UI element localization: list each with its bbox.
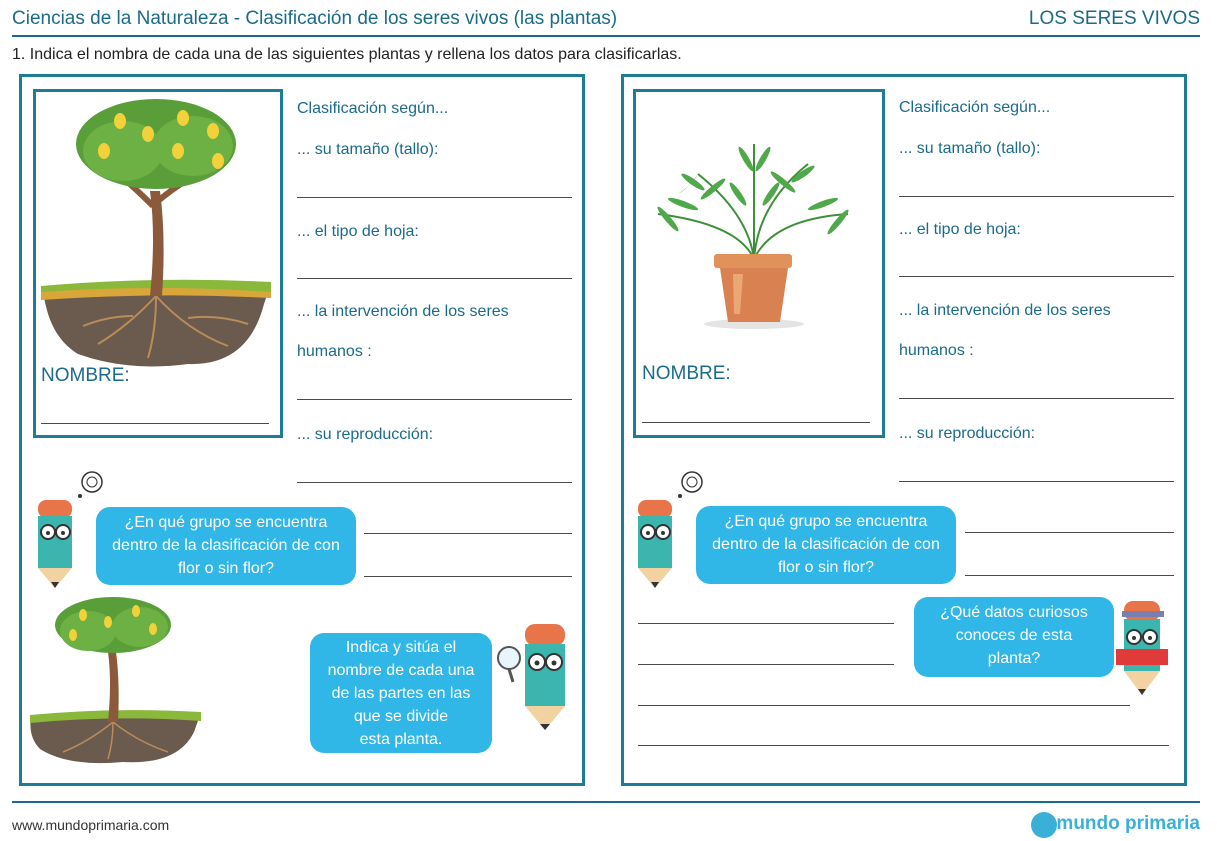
left-reproduction-label: ... su reproducción: — [297, 426, 434, 443]
right-size-label: ... su tamaño (tallo): — [899, 140, 1041, 157]
right-reproduction-label: ... su reproducción: — [899, 425, 1036, 442]
pear-tree-illustration — [38, 96, 274, 371]
right-group-question-bubble: ¿En qué grupo se encuentra dentro de la clasificación de con flor o sin flor? — [696, 506, 956, 584]
left-name-answer-line[interactable] — [41, 423, 269, 424]
right-reproduction-answer-line[interactable] — [899, 481, 1174, 482]
right-group-answer-line-2[interactable] — [965, 575, 1174, 576]
right-curious-answer-line-1[interactable] — [638, 623, 894, 624]
page-title: Ciencias de la Naturaleza - Clasificación de los seres vivos (las plantas) — [12, 8, 618, 29]
right-group-answer-line-1[interactable] — [965, 532, 1174, 533]
left-size-label: ... su tamaño (tallo): — [297, 141, 439, 158]
right-leaf-answer-line[interactable] — [899, 276, 1174, 277]
left-reproduction-answer-line[interactable] — [297, 482, 572, 483]
right-intervention-answer-line[interactable] — [899, 398, 1174, 399]
left-intervention-label: ... la intervención de los seres — [297, 303, 509, 320]
right-curious-answer-line-4[interactable] — [638, 745, 1169, 746]
left-group-question-bubble: ¿En qué grupo se encuentra dentro de la clasificación de con flor o sin flor? — [96, 507, 356, 585]
instruction-text: 1. Indica el nombra de cada una de las siguientes plantas y rellena los datos para clasificarlas. — [12, 46, 682, 63]
left-name-label: NOMBRE: — [41, 365, 130, 386]
right-curious-question-bubble: ¿Qué datos curiosos conoces de esta planta? — [914, 597, 1114, 677]
right-classification-heading: Clasificación según... — [899, 99, 1051, 116]
left-leaf-answer-line[interactable] — [297, 278, 572, 279]
right-intervention-label: ... la intervención de los seres — [899, 302, 1111, 319]
left-size-answer-line[interactable] — [297, 197, 572, 198]
section-title: LOS SERES VIVOS — [1028, 8, 1200, 29]
right-intervention-label-2: humanos : — [899, 342, 974, 359]
footer-divider — [12, 801, 1200, 803]
potted-plant-illustration — [638, 134, 870, 334]
small-tree-illustration — [28, 597, 203, 767]
right-leaf-label: ... el tipo de hoja: — [899, 221, 1021, 238]
pencil-character-reading — [1112, 597, 1174, 699]
right-name-answer-line[interactable] — [642, 422, 870, 423]
left-group-answer-line-1[interactable] — [364, 533, 572, 534]
right-name-label: NOMBRE: — [642, 363, 731, 384]
right-size-answer-line[interactable] — [899, 196, 1174, 197]
left-group-answer-line-2[interactable] — [364, 576, 572, 577]
footer-url[interactable]: www.mundoprimaria.com — [12, 817, 170, 833]
right-curious-answer-line-2[interactable] — [638, 664, 894, 665]
right-curious-answer-line-3[interactable] — [638, 705, 1130, 706]
globe-logo-icon — [1031, 812, 1057, 838]
left-intervention-label-2: humanos : — [297, 343, 372, 360]
left-classification-heading: Clasificación según... — [297, 100, 449, 117]
left-leaf-label: ... el tipo de hoja: — [297, 223, 419, 240]
brand-name[interactable]: mundo primaria — [1056, 813, 1200, 834]
left-intervention-answer-line[interactable] — [297, 399, 572, 400]
header-divider — [12, 35, 1200, 37]
pencil-character-magnifier — [495, 620, 575, 735]
left-parts-instruction-bubble: Indica y sitúa el nombre de cada una de las partes en las que se divide esta planta. — [310, 633, 492, 753]
